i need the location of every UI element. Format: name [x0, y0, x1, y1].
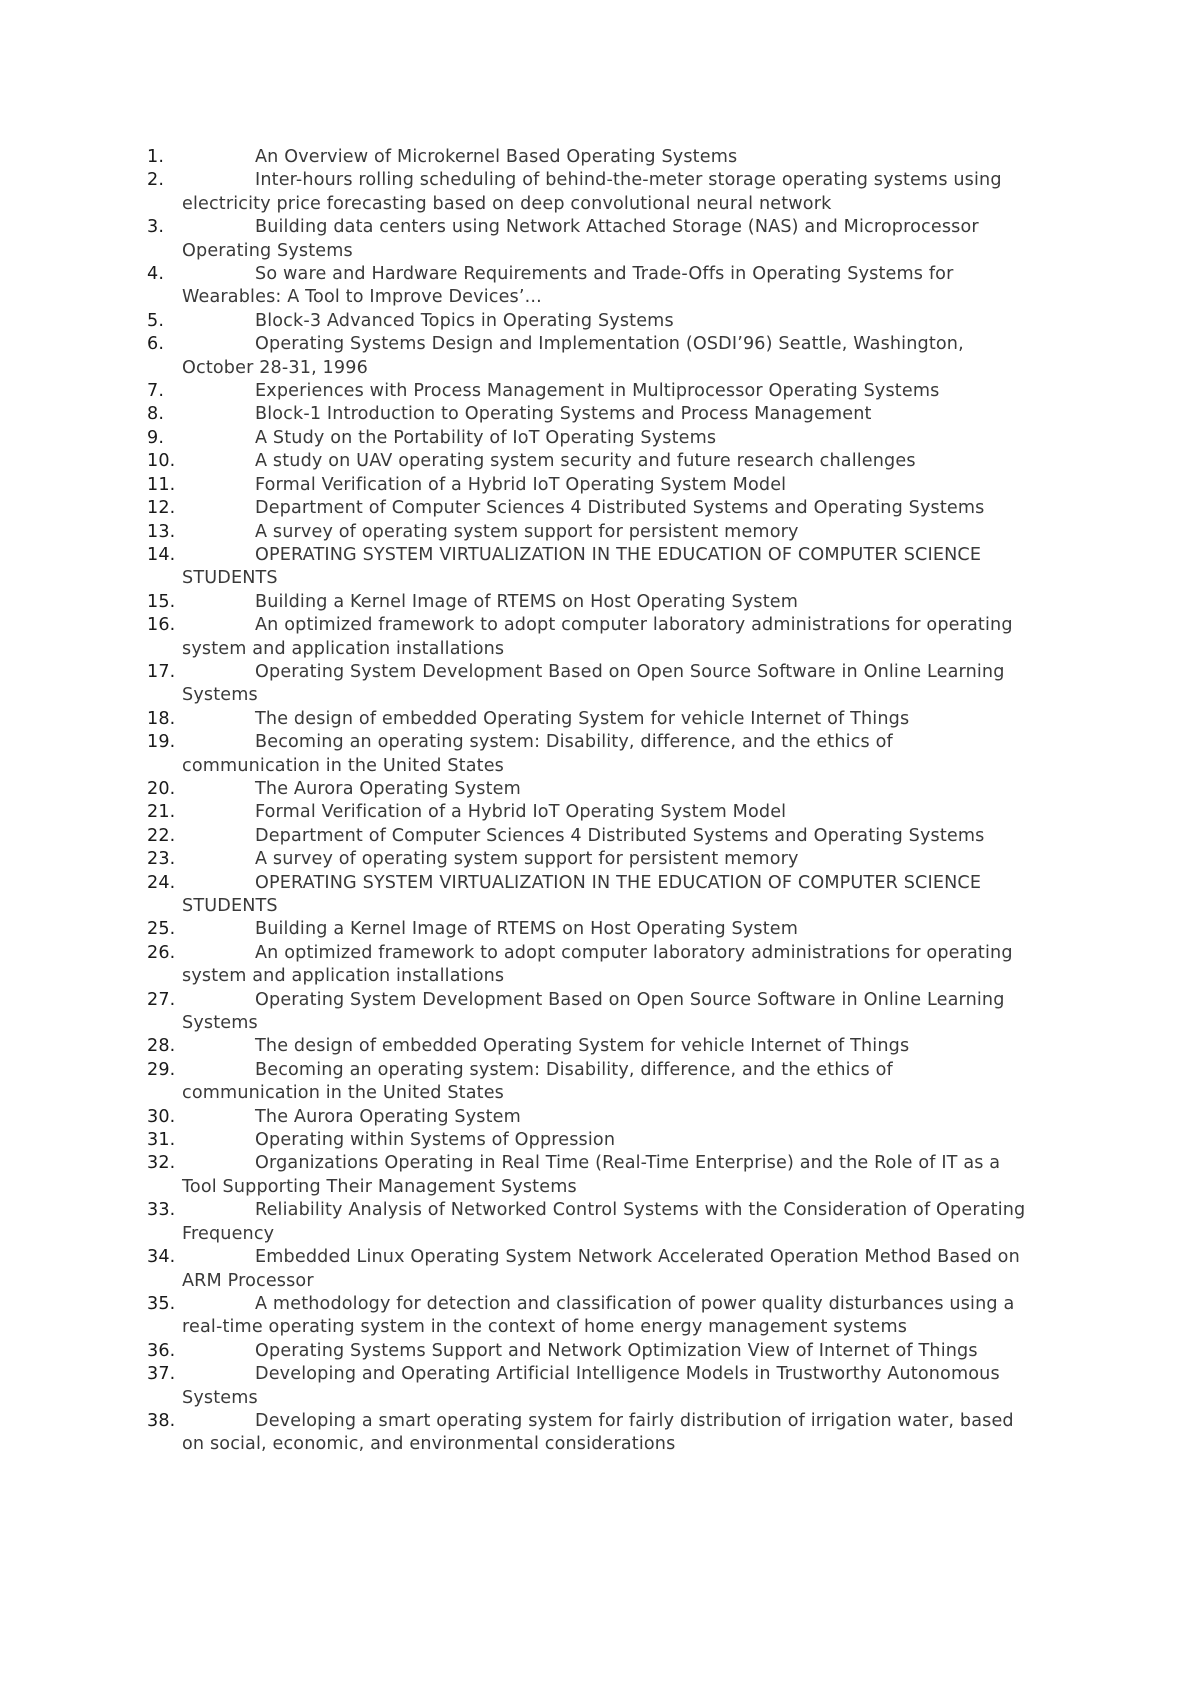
list-item-title: Organizations Operating in Real Time (Real-Time Enterprise) and the Role of IT as a Tool Supporting Their Management Systems	[182, 1153, 1001, 1197]
list-item-number: 24.	[147, 872, 176, 893]
list-item	[147, 1199, 1027, 1246]
list-item-title: A study on UAV operating system security and future research challenges	[255, 451, 916, 472]
list-item-title: A methodology for detection and classification of power quality disturbances using a real-time operating system in the context of home energy management systems	[182, 1293, 1015, 1338]
list-item	[147, 1410, 1027, 1457]
list-item-number: 28.	[147, 1036, 176, 1057]
list-item	[147, 1035, 1027, 1058]
list-item-title: Block-1 Introduction to Operating Systems and Process Management	[255, 404, 872, 425]
list-item	[147, 661, 1027, 708]
list-item-title: Becoming an operating system: Disability, difference, and the ethics of communication in the United States	[182, 1059, 893, 1104]
list-item-number: 13.	[147, 521, 176, 542]
list-item-title: Formal Verification of a Hybrid IoT Operating System Model	[255, 802, 787, 823]
list-item-title: Operating Systems Support and Network Optimization View of Internet of Things	[255, 1340, 978, 1361]
list-item	[147, 263, 1027, 310]
list-item-title: Department of Computer Sciences 4 Distributed Systems and Operating Systems	[255, 825, 985, 846]
list-item-number: 23.	[147, 849, 176, 870]
list-item-title: Operating System Development Based on Open Source Software in Online Learning Systems	[182, 989, 1005, 1034]
list-item	[147, 216, 1027, 263]
list-item-number: 34.	[147, 1247, 176, 1268]
list-item	[147, 778, 1027, 801]
list-item-title: OPERATING SYSTEM VIRTUALIZATION IN THE EDUCATION OF COMPUTER SCIENCE STUDENTS	[182, 872, 982, 916]
list-item-number: 4.	[147, 264, 165, 285]
list-item-number: 15.	[147, 591, 176, 612]
list-item-title: An optimized framework to adopt computer laboratory administrations for operating system and application installations	[182, 942, 1013, 987]
list-item-title: A Study on the Portability of IoT Operating Systems	[255, 427, 717, 448]
list-item-number: 19.	[147, 732, 176, 753]
list-item-number: 20.	[147, 778, 176, 799]
list-item-title: Experiences with Process Management in Multiprocessor Operating Systems	[255, 381, 940, 402]
list-item-title: A survey of operating system support for persistent memory	[255, 521, 799, 542]
list-item	[147, 1340, 1027, 1363]
list-item-title: Operating Systems Design and Implementation (OSDI’96) Seattle, Washington, October 28-31, 1996	[182, 334, 964, 378]
list-item-title: Department of Computer Sciences 4 Distributed Systems and Operating Systems	[255, 498, 985, 519]
list-item	[147, 380, 1027, 403]
list-item-title: So ware and Hardware Requirements and Trade-Offs in Operating Systems for Wearables: A Tool to Improve Devices’...	[182, 264, 954, 308]
list-item	[147, 591, 1027, 614]
list-item	[147, 544, 1027, 591]
list-item	[147, 801, 1027, 824]
list-item-number: 31.	[147, 1130, 176, 1151]
list-item	[147, 146, 1027, 169]
list-item-number: 14.	[147, 544, 176, 565]
list-item-number: 9.	[147, 427, 165, 448]
list-item	[147, 1152, 1027, 1199]
list-item-title: Operating within Systems of Oppression	[255, 1130, 616, 1151]
list-item-title: An Overview of Microkernel Based Operating Systems	[255, 147, 738, 167]
list-item-title: Operating System Development Based on Open Source Software in Online Learning Systems	[182, 661, 1005, 706]
list-item-title: Developing and Operating Artificial Intelligence Models in Trustworthy Autonomous Systems	[182, 1364, 1000, 1408]
list-item	[147, 1293, 1027, 1340]
list-item	[147, 942, 1027, 989]
list-item-title: An optimized framework to adopt computer laboratory administrations for operating system and application installations	[182, 615, 1013, 659]
list-item	[147, 403, 1027, 426]
list-item-number: 17.	[147, 661, 176, 682]
list-item-number: 36.	[147, 1340, 176, 1361]
reference-list	[147, 146, 1027, 1457]
list-item-title: OPERATING SYSTEM VIRTUALIZATION IN THE EDUCATION OF COMPUTER SCIENCE STUDENTS	[182, 544, 982, 589]
list-item-title: Reliability Analysis of Networked Control Systems with the Consideration of Operating Frequency	[182, 1200, 1026, 1244]
list-item	[147, 1129, 1027, 1152]
list-item	[147, 1059, 1027, 1106]
list-item-number: 25.	[147, 919, 176, 940]
list-item-number: 38.	[147, 1410, 176, 1431]
list-item	[147, 825, 1027, 848]
list-item	[147, 848, 1027, 871]
list-item-title: Building data centers using Network Attached Storage (NAS) and Microprocessor Operating Systems	[182, 217, 979, 261]
list-item-number: 6.	[147, 334, 165, 355]
list-item	[147, 497, 1027, 520]
list-item	[147, 450, 1027, 473]
list-item	[147, 333, 1027, 380]
list-item-title: Formal Verification of a Hybrid IoT Operating System Model	[255, 474, 787, 495]
list-item-number: 8.	[147, 404, 165, 425]
list-item	[147, 427, 1027, 450]
list-item-title: Embedded Linux Operating System Network Accelerated Operation Method Based on ARM Processor	[182, 1247, 1020, 1291]
list-item-title: A survey of operating system support for persistent memory	[255, 849, 799, 870]
list-item-number: 12.	[147, 498, 176, 519]
list-item	[147, 310, 1027, 333]
list-item-number: 3.	[147, 217, 165, 238]
list-item-number: 1.	[147, 147, 165, 167]
list-item-number: 18.	[147, 708, 176, 729]
list-item-number: 11.	[147, 474, 176, 495]
list-item-number: 5.	[147, 310, 165, 331]
list-item-title: Building a Kernel Image of RTEMS on Host Operating System	[255, 919, 799, 940]
list-item	[147, 1106, 1027, 1129]
list-item-number: 10.	[147, 451, 176, 472]
list-item	[147, 989, 1027, 1036]
list-item-title: The Aurora Operating System	[255, 1106, 521, 1127]
list-item-number: 7.	[147, 381, 165, 402]
list-item-title: The design of embedded Operating System for vehicle Internet of Things	[255, 1036, 910, 1057]
list-item-number: 29.	[147, 1059, 176, 1080]
list-item	[147, 731, 1027, 778]
list-item	[147, 474, 1027, 497]
list-item-number: 2.	[147, 170, 165, 191]
list-item-title: Becoming an operating system: Disability, difference, and the ethics of communication in the United States	[182, 732, 893, 776]
list-item	[147, 169, 1027, 216]
list-item	[147, 918, 1027, 941]
list-item-number: 32.	[147, 1153, 176, 1174]
list-item	[147, 708, 1027, 731]
list-item	[147, 614, 1027, 661]
list-item-title: Inter-hours rolling scheduling of behind-the-meter storage operating systems using electricity price forecasting based on deep convolutional neural network	[182, 170, 1002, 214]
list-item-title: Building a Kernel Image of RTEMS on Host Operating System	[255, 591, 799, 612]
list-item-number: 33.	[147, 1200, 176, 1221]
list-item-title: The design of embedded Operating System for vehicle Internet of Things	[255, 708, 910, 729]
list-item	[147, 872, 1027, 919]
list-item-number: 27.	[147, 989, 176, 1010]
list-item-number: 26.	[147, 942, 176, 963]
list-item-number: 16.	[147, 615, 176, 636]
list-item-title: Block-3 Advanced Topics in Operating Systems	[255, 310, 674, 331]
list-item-title: The Aurora Operating System	[255, 778, 521, 799]
list-item	[147, 1363, 1027, 1410]
list-item-number: 35.	[147, 1293, 176, 1314]
list-item	[147, 521, 1027, 544]
list-item-number: 21.	[147, 802, 176, 823]
list-item-title: Developing a smart operating system for fairly distribution of irrigation water, based on social, economic, and environmental considerations	[182, 1410, 1014, 1455]
list-item	[147, 1246, 1027, 1293]
list-item-number: 30.	[147, 1106, 176, 1127]
list-item-number: 37.	[147, 1364, 176, 1385]
list-item-number: 22.	[147, 825, 176, 846]
